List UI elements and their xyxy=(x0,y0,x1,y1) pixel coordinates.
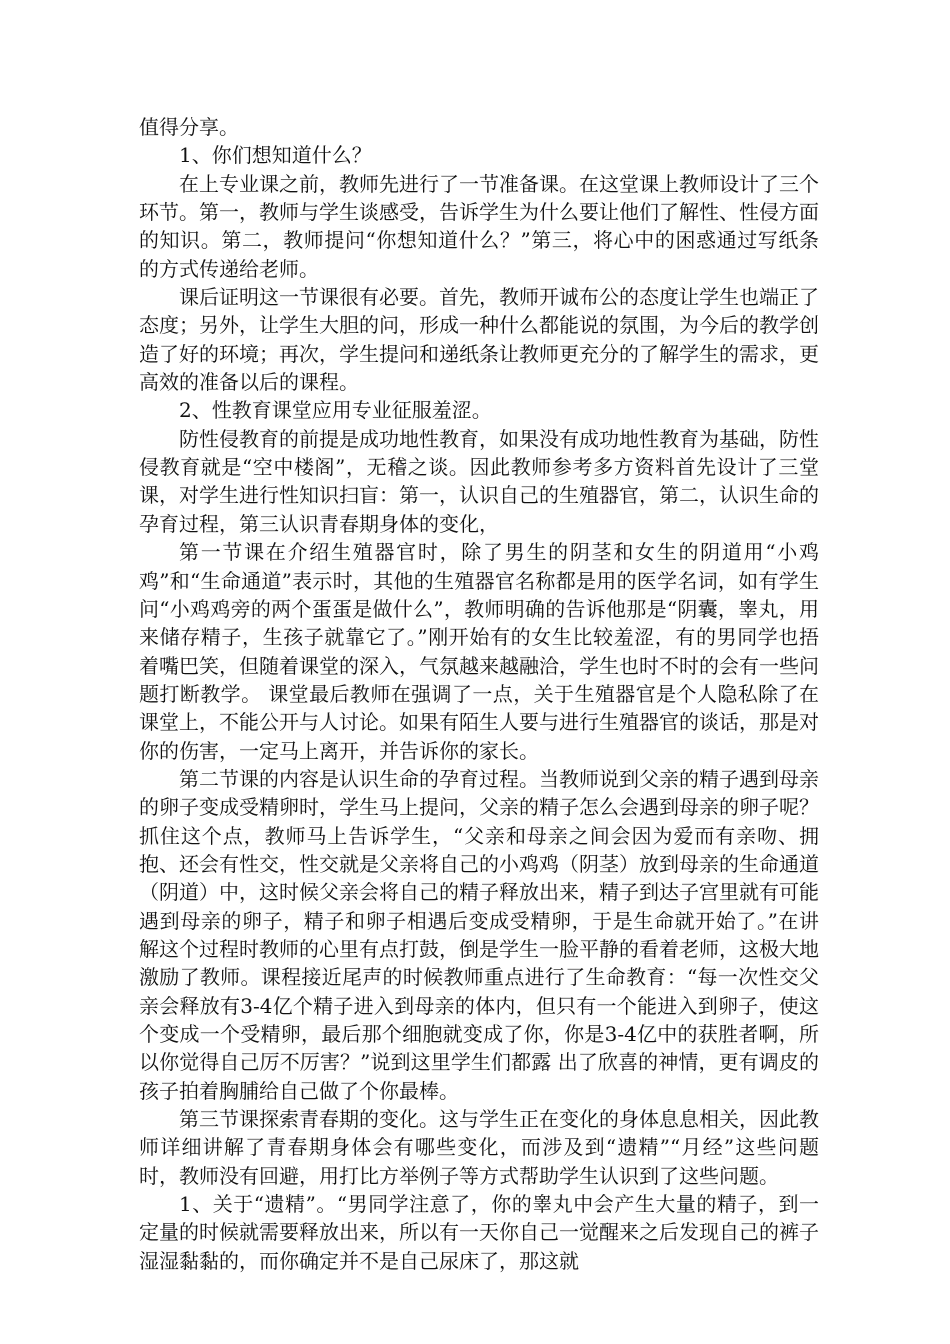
paragraph-third-lesson: 第三节课探索青春期的变化。这与学生正在变化的身体息息相关，因此教师详细讲解了青春期身体会有哪些变化，而涉及到“遗精”“月经”这些问题时，教师没有回避，用打比方举例子等方式帮助学生认识到了这些问题。 xyxy=(139,1107,819,1188)
paragraph-continuation: 值得分享。 xyxy=(139,115,239,139)
paragraph-sex-education-foundation: 防性侵教育的前提是成功地性教育，如果没有成功地性教育为基础，防性侵教育就是“空中楼阁”，无稽之谈。因此教师参考多方资料首先设计了三堂课，对学生进行性知识扫盲：第一，认识自己的生殖器官，第二，认识生命的孕育过程，第三认识青春期身体的变化， xyxy=(139,426,819,536)
paragraph-class-proved-necessary: 课后证明这一节课很有必要。首先，教师开诚布公的态度让学生也端正了态度；另外，让学生大胆的问，形成一种什么都能说的氛围，为今后的教学创造了好的环境；再次，学生提问和递纸条让教师更充分的了解学生的需求，更高效的准备以后的课程。 xyxy=(139,285,819,395)
paragraph-preparation-class: 在上专业课之前，教师先进行了一节准备课。在这堂课上教师设计了三个环节。第一，教师与学生谈感受，告诉学生为什么要让他们了解性、性侵方面的知识。第二，教师提问“你想知道什么？”第三，将心中的困惑通过写纸条的方式传递给老师。 xyxy=(139,171,819,281)
section-heading-what-to-know: 1、你们想知道什么？ xyxy=(179,143,372,168)
paragraph-second-lesson: 第二节课的内容是认识生命的孕育过程。当教师说到父亲的精子遇到母亲的卵子变成受精卵时，学生马上提问，父亲的精子怎么会遇到母亲的卵子呢？抓住这个点，教师马上告诉学生，“父亲和母亲之间会因为爱而有亲吻、拥抱、还会有性交，性交就是父亲将自己的小鸡鸡（阴茎）放到母亲的生命通道（阴道）中，这时候父亲会将自己的精子释放出来，精子到达子宫里就有可能遇到母亲的卵子，精子和卵子相遇后变成受精卵，于是生命就开始了。”在讲解这个过程时教师的心里有点打鼓，倒是学生一脸平静的看着老师，这极大地激励了教师。课程接近尾声的时候教师重点进行了生命教育：“每一次性交父亲会释放有3-4亿个精子进入到母亲的体内，但只有一个能进入到卵子，使这个变成一个受精卵，最后那个细胞就变成了你，你是3-4亿中的获胜者啊，所以你觉得自己厉不厉害？”说到这里学生们都露 出了欣喜的神情，更有调皮的孩子拍着胸脯给自己做了个你最棒。 xyxy=(139,766,819,1103)
document-body xyxy=(139,113,819,1275)
paragraph-about-emission: 1、关于“遗精”。“男同学注意了，你的睾丸中会产生大量的精子，到一定量的时候就需要释放出来，所以有一天你自己一觉醒来之后发现自己的裤子湿湿黏黏的，而你确定并不是自己尿床了，那这就 xyxy=(139,1192,819,1273)
section-heading-professional-teaching: 2、性教育课堂应用专业征服羞涩。 xyxy=(179,398,492,423)
paragraph-first-lesson: 第一节课在介绍生殖器官时，除了男生的阴茎和女生的阴道用“小鸡鸡”和“生命通道”表示时，其他的生殖器官名称都是用的医学名词，如有学生问“小鸡鸡旁的两个蛋蛋是做什么”，教师明确的告诉他那是“阴囊，睾丸，用来储存精子，生孩子就靠它了。”刚开始有的女生比较羞涩，有的男同学也捂着嘴巴笑，但随着课堂的深入，气氛越来越融洽，学生也时不时的会有一些问题打断教学。 课堂最后教师在强调了一点，关于生殖器官是个人隐私除了在课堂上，不能公开与人讨论。如果有陌生人要与进行生殖器官的谈话，那是对你的伤害，一定马上离开，并告诉你的家长。 xyxy=(139,540,819,763)
